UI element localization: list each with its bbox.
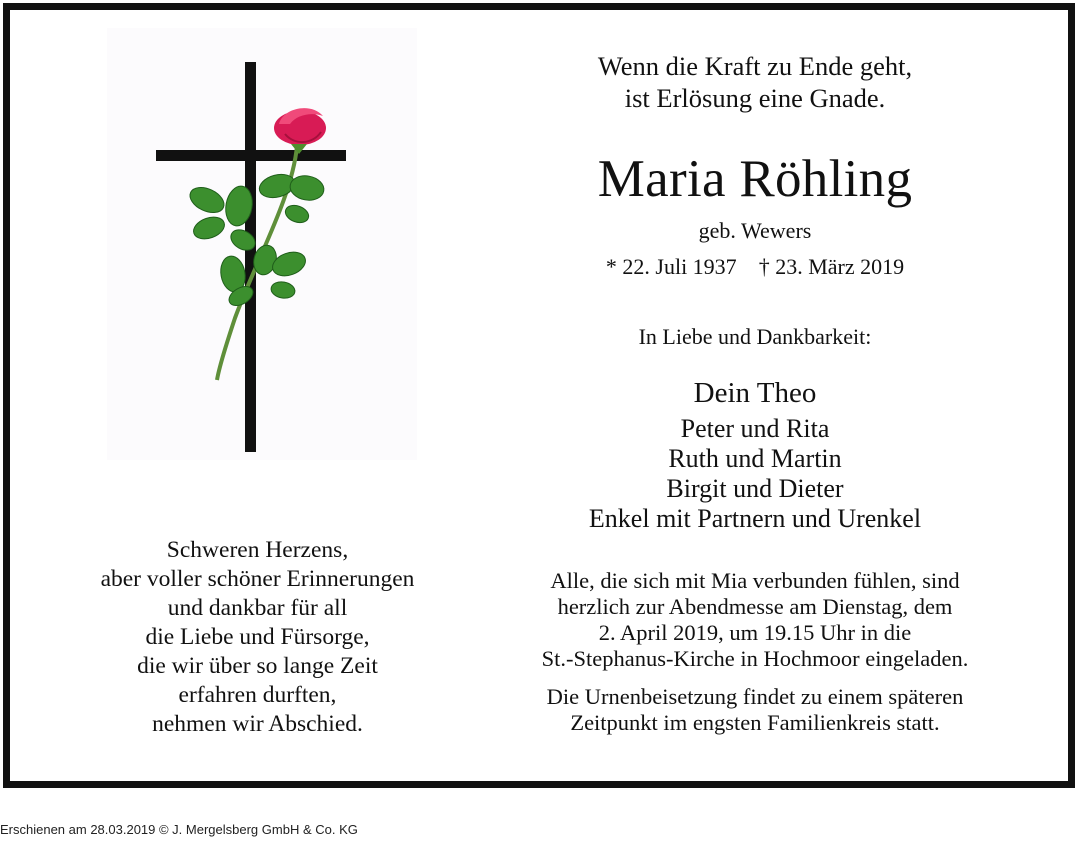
notice-line: St.-Stephanus-Kirche in Hochmoor eingeladen.: [541, 646, 969, 671]
farewell-line: aber voller schöner Erinnerungen: [100, 566, 415, 592]
farewell-line: die Liebe und Fürsorge,: [145, 624, 370, 650]
dedication: In Liebe und Dankbarkeit:: [638, 324, 872, 349]
farewell-line: nehmen wir Abschied.: [152, 711, 363, 737]
deceased-name: Maria Röhling: [597, 150, 913, 208]
notice-line: 2. April 2019, um 19.15 Uhr in die: [598, 620, 912, 645]
publication-footer: Erschienen am 28.03.2019 © J. Mergelsberg GmbH & Co. KG: [0, 822, 358, 837]
birth-date: * 22. Juli 1937: [605, 254, 737, 279]
notice-line: herzlich zur Abendmesse am Dienstag, dem: [557, 594, 953, 619]
farewell-line: die wir über so lange Zeit: [137, 653, 378, 679]
death-date: † 23. März 2019: [758, 254, 905, 279]
cross-with-rose-icon: [107, 28, 417, 460]
burial-notice: [505, 684, 1005, 736]
quote-line: ist Erlösung eine Gnade.: [624, 83, 886, 113]
farewell-text: [55, 536, 460, 739]
cross-rose-emblem: [107, 28, 417, 460]
notice-line: Alle, die sich mit Mia verbunden fühlen, sind: [550, 568, 960, 593]
opening-quote: [505, 50, 1005, 114]
signer-line: Birgit und Dieter: [666, 474, 844, 503]
farewell-line: und dankbar für all: [167, 595, 348, 621]
farewell-line: Schweren Herzens,: [166, 537, 349, 563]
notice-line: Die Urnenbeisetzung findet zu einem späteren: [546, 684, 964, 709]
birth-name: geb. Wewers: [698, 218, 812, 243]
signer-line: Enkel mit Partnern und Urenkel: [588, 504, 922, 533]
quote-line: Wenn die Kraft zu Ende geht,: [597, 51, 913, 81]
mass-notice: [505, 568, 1005, 672]
signer-line: Peter und Rita: [680, 414, 830, 443]
main-signer: Dein Theo: [693, 377, 817, 409]
life-dates: [505, 252, 1005, 282]
signer-line: Ruth und Martin: [668, 444, 842, 473]
farewell-line: erfahren durften,: [178, 682, 337, 708]
signers-list: [505, 414, 1005, 534]
notice-line: Zeitpunkt im engsten Familienkreis statt.: [570, 710, 940, 735]
